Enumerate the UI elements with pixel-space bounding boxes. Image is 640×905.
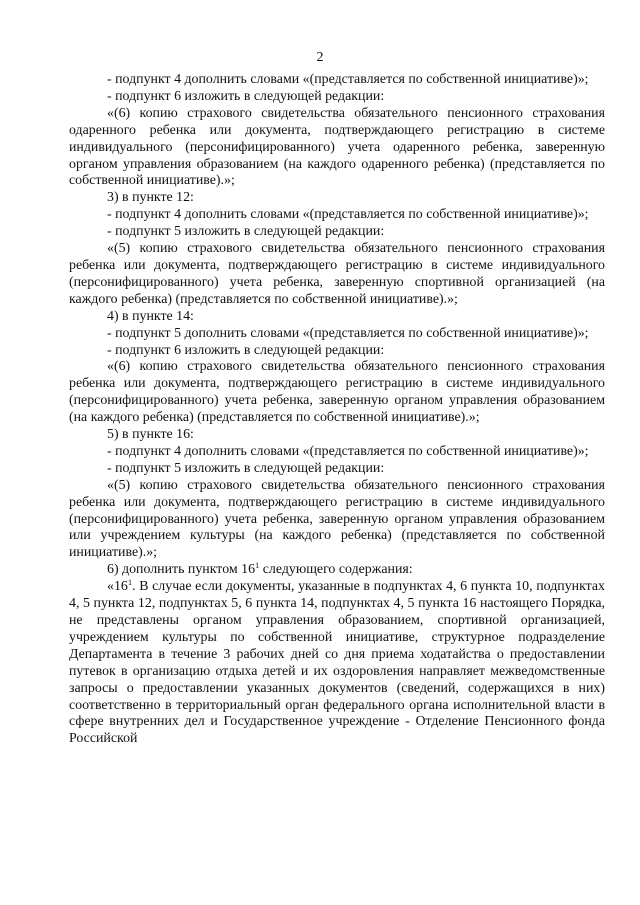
paragraph: «(6) копию страхового свидетельства обязательного пенсионного страхования ребенка или документа, подтверждающего регистрацию в системе индивидуального (персонифицированного) учета ребенка, заверенную органом управления образованием (на каждого ребенка) (представляется по собственной инициативе).»;: [69, 359, 605, 426]
paragraph: - подпункт 5 изложить в следующей редакции:: [107, 224, 385, 240]
paragraph: 3) в пункте 12:: [107, 190, 194, 206]
paragraph: 4) в пункте 14:: [107, 308, 194, 324]
paragraph: - подпункт 4 дополнить словами «(представляется по собственной инициативе)»;: [107, 207, 589, 223]
paragraph-point-16-1: [69, 579, 605, 748]
document-body: [69, 72, 605, 748]
superscript: 1: [255, 560, 260, 571]
paragraph: - подпункт 6 изложить в следующей редакции:: [107, 88, 385, 104]
paragraph: 5) в пункте 16:: [107, 427, 194, 443]
text-run: . В случае если документы, указанные в подпунктах 4, 6 пункта 10, подпунктах 4, 5 пункта 12, подпунктах 5, 6 пункта 14, подпунктах 4, 5 пункта 16 настоящего Порядка, не представлены органом управления образованием, спортивной организацией, учреждением культуры по собственной инициативе, структурное подразделение Департамента в течение 3 рабочих дней со дня приема ходатайства о предоставлении путевок в организацию отдыха детей и их оздоровления направляет межведомственные запросы о предоставлении указанных документов (сведений, содержащихся в них) соответственно в территориальный орган федерального органа исполнительной власти в сфере внутренних дел и Государственное учреждение - Отделение Пенсионного фонда Российской: [69, 579, 605, 747]
page-number: 2: [316, 50, 324, 65]
paragraph: - подпункт 4 дополнить словами «(представляется по собственной инициативе)»;: [107, 443, 589, 459]
paragraph: - подпункт 5 дополнить словами «(представляется по собственной инициативе)»;: [107, 325, 589, 341]
paragraph: - подпункт 5 изложить в следующей редакции:: [107, 460, 385, 476]
text-run: «16: [107, 579, 128, 595]
paragraph: «(5) копию страхового свидетельства обязательного пенсионного страхования ребенка или документа, подтверждающего регистрацию в системе индивидуального (персонифицированного) учета ребенка, заверенную органом управления образованием или учреждением культуры (на каждого ребенка) (представляется по собственной инициативе).»;: [69, 477, 605, 561]
text-run: следующего содержания:: [259, 562, 413, 578]
superscript: 1: [127, 577, 133, 588]
paragraph-add-point: [69, 562, 605, 579]
paragraph: «(6) копию страхового свидетельства обязательного пенсионного страхования одаренного ребенка или документа, подтверждающего регистрацию в системе индивидуального (персонифицированного) учета одаренного ребенка, заверенную органом управления образованием (на каждого одаренного ребенка) (представляется по собственной инициативе).»;: [69, 105, 605, 189]
paragraph: «(5) копию страхового свидетельства обязательного пенсионного страхования ребенка или документа, подтверждающего регистрацию в системе индивидуального (персонифицированного) учета ребенка, заверенную спортивной организацией (на каждого ребенка) (представляется по собственной инициативе).»;: [69, 241, 605, 307]
paragraph: - подпункт 4 дополнить словами «(представляется по собственной инициативе)»;: [107, 72, 589, 87]
text-run: 6) дополнить пунктом 16: [107, 562, 256, 578]
paragraph: - подпункт 6 изложить в следующей редакции:: [107, 342, 385, 358]
